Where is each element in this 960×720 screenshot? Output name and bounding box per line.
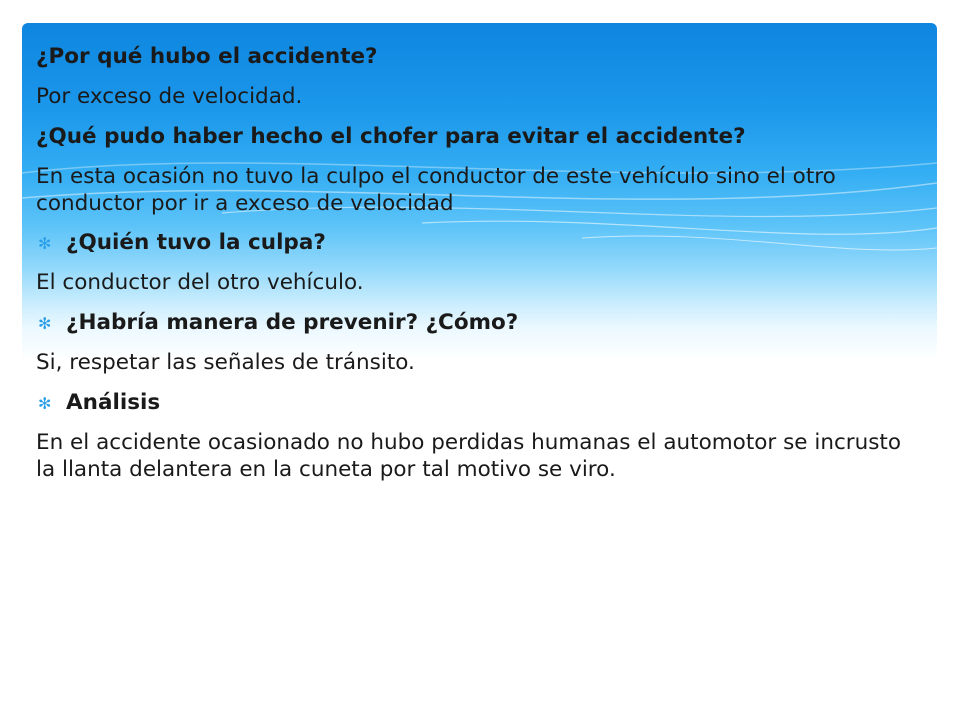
answer-driver-prevention: En esta ocasión no tuvo la culpo el conductor de este vehículo sino el otro conductor por ir a exceso de velocidad bbox=[36, 163, 836, 216]
question-driver-prevention: ¿Qué pudo haber hecho el chofer para evitar el accidente? bbox=[36, 123, 746, 149]
bullet-item-analysis bbox=[36, 390, 916, 417]
question-who-to-blame: ¿Quién tuvo la culpa? bbox=[66, 230, 326, 256]
analysis-text: En el accidente ocasionado no hubo perdidas humanas el automotor se incrusto la llanta delantera en la cuneta por tal motivo se viro. bbox=[36, 430, 902, 482]
analysis-heading: Análisis bbox=[66, 390, 161, 416]
asterisk-bullet-icon: ✻ bbox=[38, 314, 52, 334]
question-accident-cause: ¿Por qué hubo el accidente? bbox=[36, 44, 378, 69]
answer-prevention: Si, respetar las señales de tránsito. bbox=[36, 350, 415, 376]
slide-content bbox=[36, 44, 916, 497]
asterisk-bullet-icon: ✻ bbox=[38, 394, 52, 414]
bullet-item-who-to-blame bbox=[36, 230, 916, 257]
asterisk-bullet-icon: ✻ bbox=[38, 234, 52, 254]
bullet-item-prevention bbox=[36, 310, 916, 337]
answer-who-to-blame: El conductor del otro vehículo. bbox=[36, 270, 364, 296]
question-prevention: ¿Habría manera de prevenir? ¿Cómo? bbox=[66, 310, 519, 336]
answer-accident-cause: Por exceso de velocidad. bbox=[36, 83, 303, 109]
